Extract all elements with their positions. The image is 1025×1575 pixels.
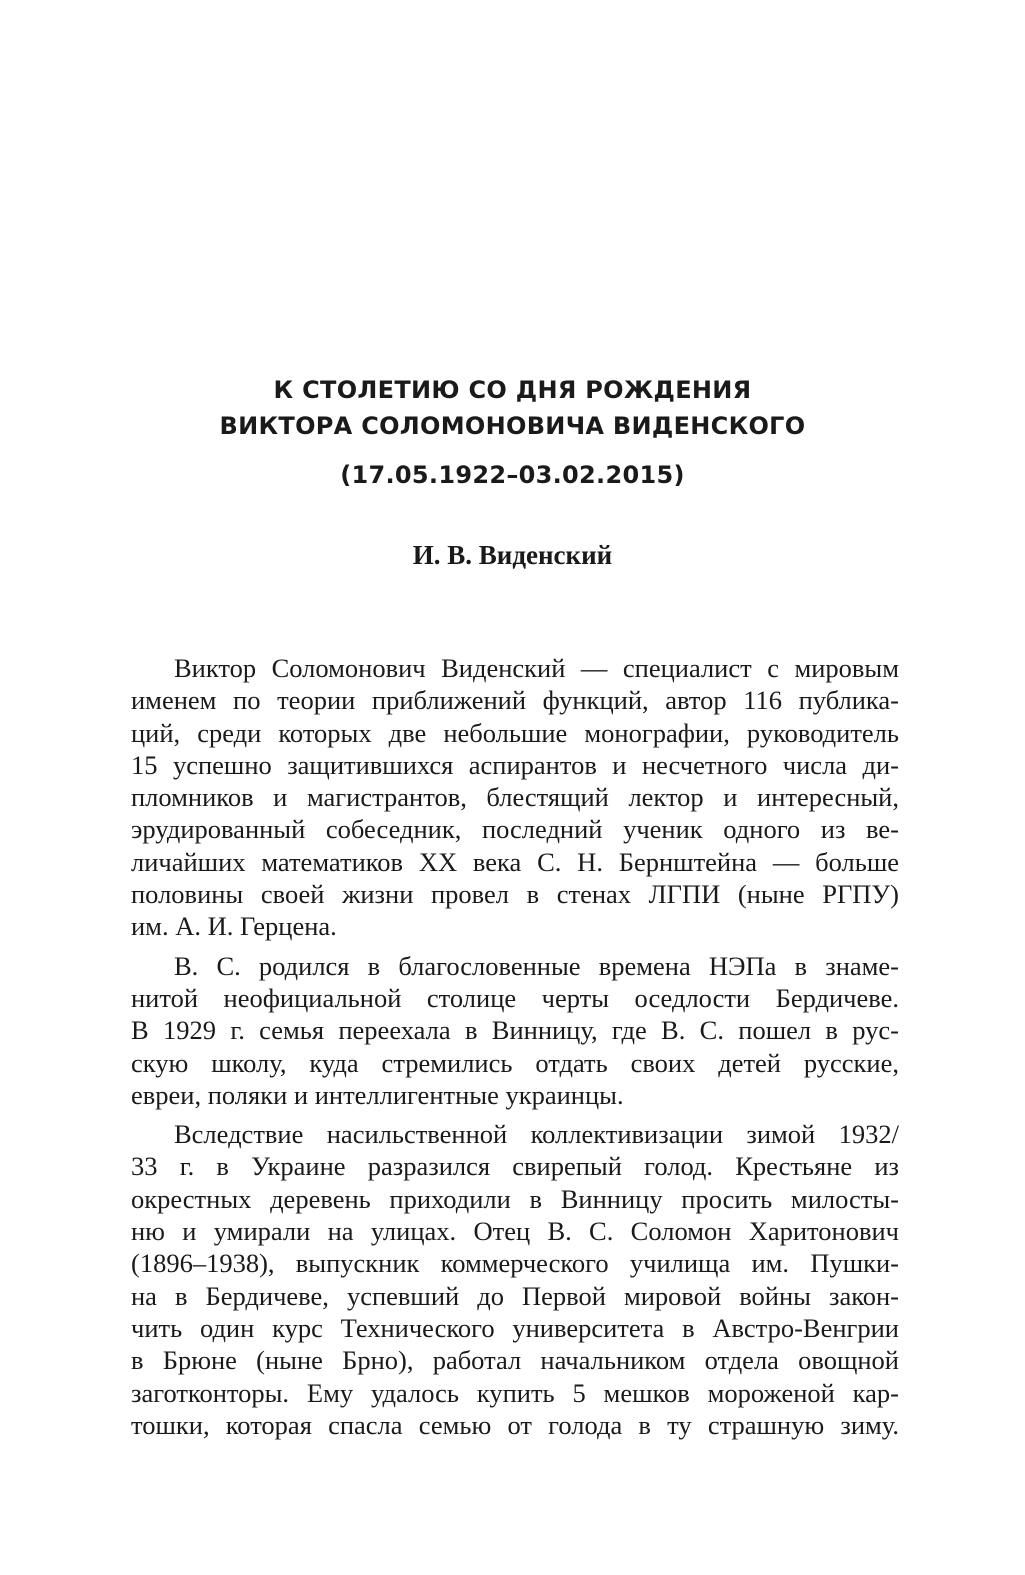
text-line: пломников и магистрантов, блестящий лектор и интересный, xyxy=(131,782,899,813)
article-body xyxy=(131,652,899,1448)
text-line: эрудированный собеседник, последний ученик одного из ве- xyxy=(131,814,899,845)
text-line: нитой неофициальной столице черты оседлости Бердичеве. xyxy=(131,982,899,1013)
text-line: им. А. И. Герцена. xyxy=(131,911,337,942)
paragraph-1 xyxy=(131,652,899,943)
text-line: скую школу, куда стремились отдать своих детей русские, xyxy=(131,1047,899,1078)
author-name: И. В. Виденский xyxy=(412,540,613,570)
text-line: в Брюне (ныне Брно), работал начальником отдела овощной xyxy=(131,1345,899,1376)
text-line: окрестных деревень приходили в Винницу просить милосты- xyxy=(131,1183,899,1214)
text-line: 15 успешно защитившихся аспирантов и несчетного числа ди- xyxy=(131,749,899,780)
text-line: именем по теории приближений функций, автор 116 публика- xyxy=(131,685,899,716)
text-line: половины своей жизни провел в стенах ЛГПИ (ныне РГПУ) xyxy=(131,879,899,910)
text-line: Вследствие насильственной коллективизации зимой 1932/ xyxy=(174,1119,899,1150)
text-line: евреи, поляки и интеллигентные украинцы. xyxy=(131,1079,624,1110)
text-line: В 1929 г. семья переехала в Винницу, где В. С. пошел в рус- xyxy=(131,1015,899,1046)
text-line: на в Бердичеве, успевший до Первой мировой войны закон- xyxy=(131,1280,899,1311)
text-line: Виктор Соломонович Виденский — специалист с мировым xyxy=(174,653,899,683)
text-line: личайших математиков XX века С. Н. Бернштейна — больше xyxy=(131,846,899,877)
title-line-1: К СТОЛЕТИЮ СО ДНЯ РОЖДЕНИЯ xyxy=(273,376,752,404)
text-line: ню и умирали на улицах. Отец В. С. Соломон Харитонович xyxy=(131,1216,899,1247)
text-line: тошки, которая спасла семью от голода в ту страшную зиму. xyxy=(131,1409,899,1440)
text-line: (1896–1938), выпускник коммерческого училища им. Пушки- xyxy=(131,1248,899,1279)
paragraph-2 xyxy=(131,950,899,1111)
text-line: ций, среди которых две небольшие монографии, руководитель xyxy=(131,717,899,748)
title-dates: (17.05.1922–03.02.2015) xyxy=(340,461,685,489)
text-line: чить один курс Технического университета в Австро-Венгрии xyxy=(131,1312,899,1343)
article-title xyxy=(0,372,1025,493)
text-line: 33 г. в Украине разразился свирепый голод. Крестьяне из xyxy=(131,1151,899,1182)
text-line: заготконторы. Ему удалось купить 5 мешков мороженой кар- xyxy=(131,1377,899,1408)
title-line-2: ВИКТОРА СОЛОМОНОВИЧА ВИДЕНСКОГО xyxy=(219,412,806,440)
paragraph-3 xyxy=(131,1118,899,1441)
text-line: В. С. родился в благословенные времена НЭПа в знаме- xyxy=(174,950,899,981)
